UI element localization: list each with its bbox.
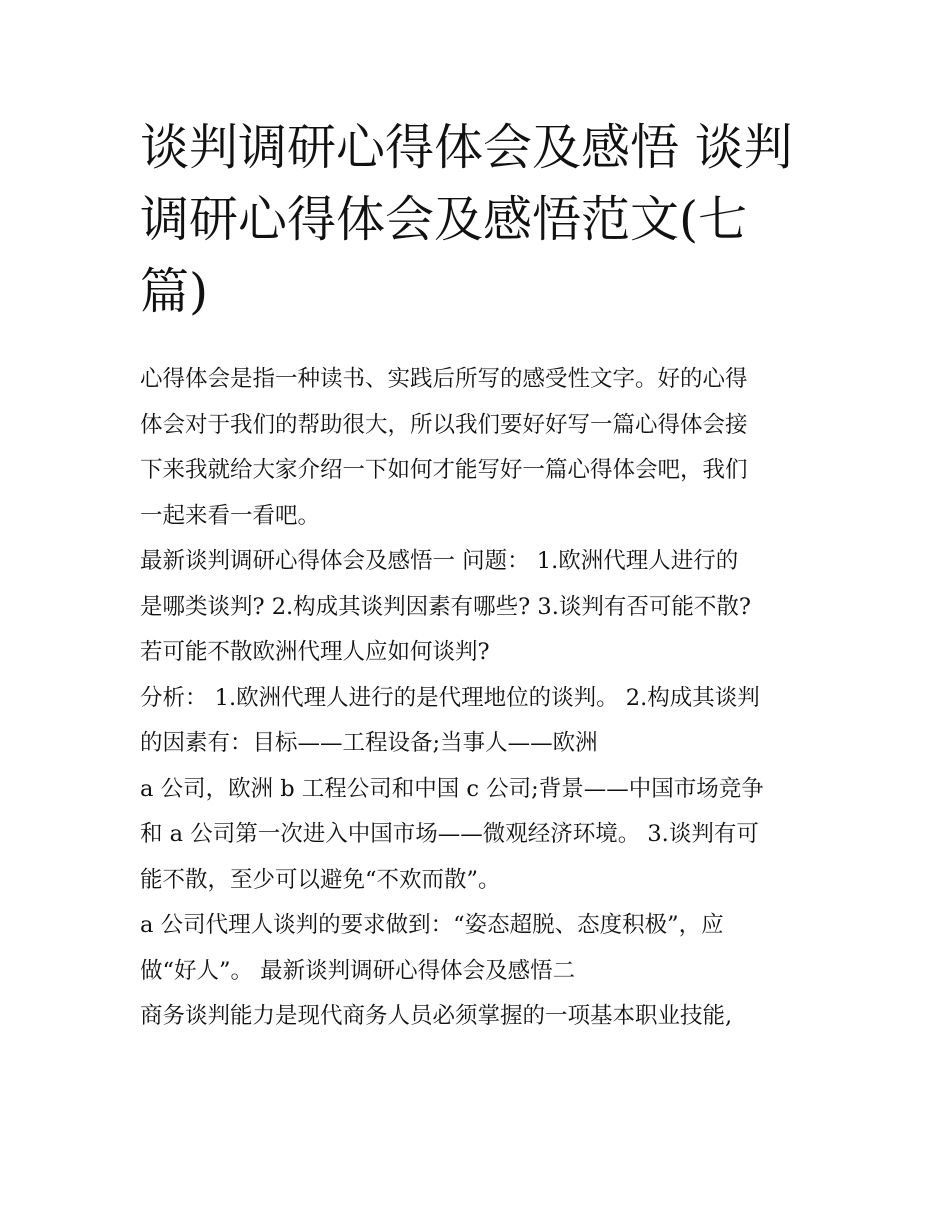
body-line: 体会对于我们的帮助很大，所以我们要好好写一篇心得体会接: [140, 411, 748, 438]
body-line: 心得体会是指一种读书、实践后所写的感受性文字。好的心得: [140, 366, 748, 392]
document-title: [140, 112, 820, 328]
body-line: a 公司，欧洲 b 工程公司和中国 c 公司;背景——中国市场竞争: [140, 775, 764, 802]
body-line: 分析： 1.欧洲代理人进行的是代理地位的谈判。 2.构成其谈判: [140, 684, 760, 711]
body-line: 若可能不散欧洲代理人应如何谈判?: [140, 639, 490, 665]
body-line: 和 a 公司第一次进入中国市场——微观经济环境。 3.谈判有可: [140, 821, 759, 847]
title-line: 谈判调研心得体会及感悟 谈判: [140, 119, 793, 176]
body-line: 是哪类谈判? 2.构成其谈判因素有哪些? 3.谈判有否可能不散?: [140, 593, 751, 620]
body-line: 做“好人”。 最新谈判调研心得体会及感悟二: [140, 957, 576, 984]
body-line: a 公司代理人谈判的要求做到：“姿态超脱、态度积极”，应: [140, 912, 724, 938]
body-line: 下来我就给大家介绍一下如何才能写好一篇心得体会吧，我们: [140, 457, 748, 483]
title-line: 篇): [140, 263, 209, 320]
body-line: 最新谈判调研心得体会及感悟一 问题： 1.欧洲代理人进行的: [140, 548, 739, 574]
body-line: 商务谈判能力是现代商务人员必须掌握的一项基本职业技能,: [140, 1003, 733, 1029]
document-body: [140, 357, 830, 1040]
title-line: 调研心得体会及感悟范文(七: [140, 191, 748, 248]
body-line: 的因素有：目标——工程设备;当事人——欧洲: [140, 730, 598, 756]
body-line: 一起来看一看吧。: [140, 502, 321, 529]
body-line: 能不散，至少可以避免“不欢而散”。: [140, 866, 501, 893]
